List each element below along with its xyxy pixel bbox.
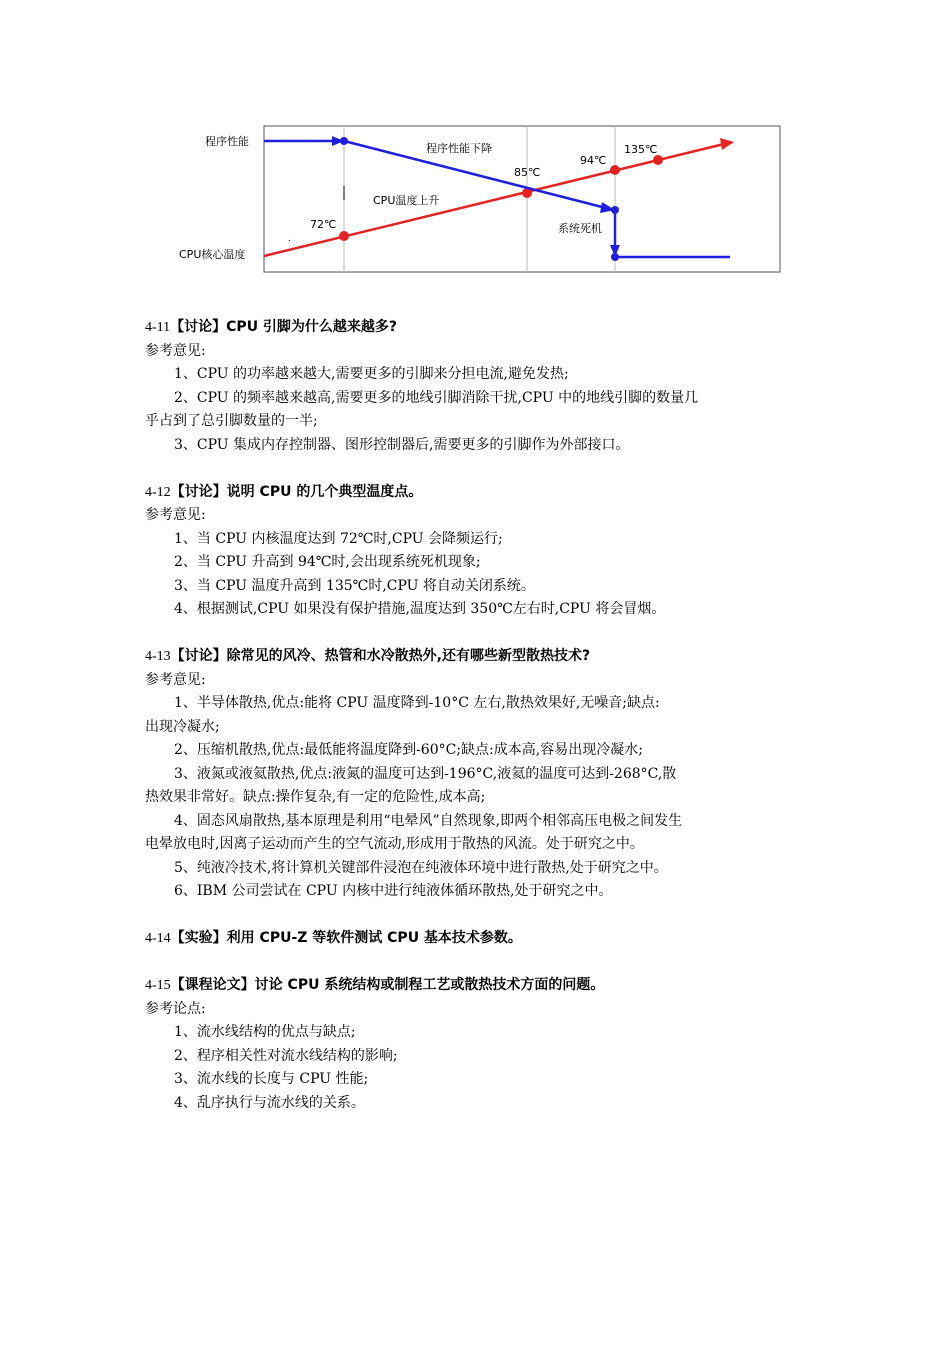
section-number: 4-15	[145, 978, 171, 993]
section-heading: 【讨论】除常见的风冷、热管和水冷散热外,还有哪些新型散热技术?	[170, 648, 591, 664]
section-intro: 参考意见:	[145, 342, 206, 359]
list-item: 1、半导体散热,优点:能将 CPU 温度降到-10°C 左右,散热效果好,无噪音;缺点:	[174, 695, 660, 711]
temp-point-72	[339, 231, 349, 241]
label-94: 94℃	[580, 154, 607, 167]
cpu-temperature-diagram	[168, 124, 788, 276]
section-title	[145, 974, 815, 998]
section-number: 4-14	[145, 931, 171, 946]
list-item: 3、CPU 集成内存控制器、图形控制器后,需要更多的引脚作为外部接口。	[174, 436, 630, 453]
list-item: 1、CPU 的功率越来越大,需要更多的引脚来分担电流,避免发热;	[174, 366, 569, 382]
list-item: 5、纯液冷技术,将计算机关键部件浸泡在纯液体环境中进行散热,处于研究之中。	[174, 859, 668, 876]
section-4-13	[145, 645, 815, 904]
section-title	[145, 316, 815, 340]
label-perf-drop: 程序性能下降	[426, 142, 492, 155]
section-title	[145, 481, 815, 505]
list-item: 2、程序相关性对流水线结构的影响;	[174, 1047, 398, 1064]
list-item: 1、当 CPU 内核温度达到 72℃时,CPU 会降频运行;	[174, 530, 503, 547]
list-item: 3、当 CPU 温度升高到 135℃时,CPU 将自动关闭系统。	[174, 577, 535, 594]
section-4-15	[145, 974, 815, 1115]
section-number: 4-12	[145, 484, 171, 500]
section-number: 4-11	[145, 320, 171, 335]
section-intro: 参考论点:	[145, 1000, 206, 1017]
temp-arrowhead	[720, 138, 734, 150]
section-4-12	[145, 481, 815, 622]
section-heading: 【实验】利用 CPU-Z 等软件测试 CPU 基本技术参数。	[170, 930, 522, 946]
list-item: 4、固态风扇散热,基本原理是利用“电晕风”自然现象,即两个相邻高压电极之间发生	[174, 812, 683, 829]
section-heading: 【讨论】CPU 引脚为什么越来越多?	[170, 319, 398, 335]
label-performance: 程序性能	[205, 135, 249, 148]
document-body	[145, 316, 815, 1139]
list-item: 2、当 CPU 升高到 94℃时,会出现系统死机现象;	[174, 554, 481, 570]
list-item: 6、IBM 公司尝试在 CPU 内核中进行纯液体循环散热,处于研究之中。	[174, 883, 613, 899]
section-heading: 【讨论】说明 CPU 的几个典型温度点。	[170, 483, 423, 500]
diagram-frame	[264, 126, 780, 272]
diagram-dot-mark: .	[288, 234, 291, 244]
temp-point-135	[653, 155, 663, 165]
list-item-continuation: 出现冷凝水;	[145, 718, 220, 735]
section-4-11	[145, 316, 815, 457]
label-85: 85℃	[514, 166, 541, 179]
list-item: 4、乱序执行与流水线的关系。	[174, 1094, 365, 1111]
list-item-continuation: 电晕放电时,因离子运动而产生的空气流动,形成用于散热的风流。处于研究之中。	[145, 836, 644, 852]
label-temp-rise: CPU温度上升	[373, 194, 440, 207]
list-item-continuation: 热效果非常好。缺点:操作复杂,有一定的危险性,成本高;	[145, 789, 486, 805]
list-item: 1、流水线结构的优点与缺点;	[174, 1024, 356, 1040]
section-number: 4-13	[145, 649, 171, 664]
temp-point-94	[610, 165, 620, 175]
section-heading: 【课程论文】讨论 CPU 系统结构或制程工艺或散热技术方面的问题。	[170, 977, 605, 993]
label-135: 135℃	[624, 143, 658, 156]
section-intro: 参考意见:	[145, 507, 206, 523]
diagram-svg	[168, 124, 788, 276]
section-title	[145, 645, 815, 669]
list-item: 2、压缩机散热,优点:最低能将温度降到-60°C;缺点:成本高,容易出现冷凝水;	[174, 742, 643, 758]
list-item: 4、根据测试,CPU 如果没有保护措施,温度达到 350℃左右时,CPU 将会冒烟。	[174, 601, 666, 617]
section-title	[145, 927, 815, 951]
section-4-14	[145, 927, 815, 951]
list-item: 3、流水线的长度与 CPU 性能;	[174, 1071, 369, 1087]
label-crash: 系统死机	[558, 222, 602, 235]
section-intro: 参考意见:	[145, 671, 206, 688]
list-item: 3、液氮或液氦散热,优点:液氮的温度可达到-196°C,液氦的温度可达到-268°C,散	[174, 765, 677, 782]
label-72: 72℃	[310, 218, 337, 231]
label-core-temp: CPU核心温度	[179, 248, 246, 261]
list-item: 2、CPU 的频率越来越高,需要更多的地线引脚消除干扰,CPU 中的地线引脚的数量几	[174, 389, 699, 406]
list-item-continuation: 乎占到了总引脚数量的一半;	[145, 413, 318, 429]
